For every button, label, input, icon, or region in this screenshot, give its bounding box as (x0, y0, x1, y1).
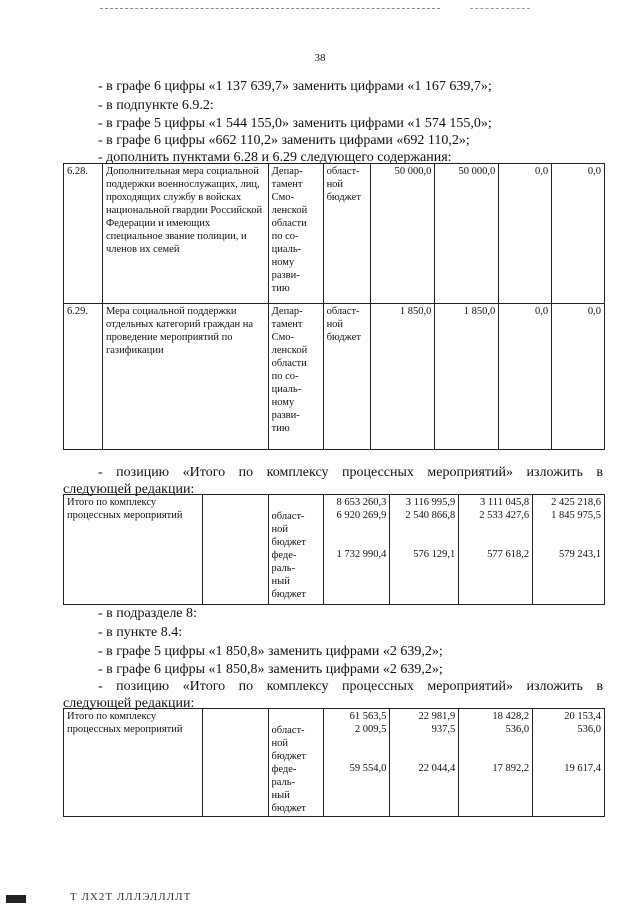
mid-line-2: - в пункте 8.4: (98, 625, 183, 640)
table-row-itogo (64, 495, 605, 605)
row-col7: 0,0 (499, 304, 552, 450)
intro-line-4: - в графе 6 цифры «662 110,2» заменить цифрами «692 110,2»; (98, 133, 470, 148)
row-col7: 0,0 (499, 164, 552, 304)
intro-line-2: - в подпункте 6.9.2: (98, 98, 214, 113)
scan-artifact-bottom (0, 888, 640, 905)
row-number: 6.29. (64, 304, 103, 450)
itogo-name: Итого по комплексу процессных мероприятий (64, 709, 203, 817)
row-number: 6.28. (64, 164, 103, 304)
scan-artifact-top (100, 8, 440, 11)
itogo-source: област- ной бюджет феде- раль- ный бюджет (268, 709, 323, 817)
mid-line-3: - в графе 5 цифры «1 850,8» заменить цифрами «2 639,2»; (98, 644, 443, 659)
row-department: Депар- тамент Смо- ленской области по со- циаль- ному разви- тию (268, 304, 323, 450)
intro-line-1: - в графе 6 цифры «1 137 639,7» заменить цифрами «1 167 639,7»; (98, 79, 492, 94)
table-row-itogo (64, 709, 605, 817)
table-row-6-28 (64, 164, 605, 304)
mid-line-1: - в подразделе 8: (98, 606, 197, 621)
row-col6: 1 850,0 (435, 304, 499, 450)
row-col6: 50 000,0 (435, 164, 499, 304)
intro-line-3: - в графе 5 цифры «1 544 155,0» заменить цифрами «1 574 155,0»; (98, 116, 492, 131)
itogo-source: област- ной бюджет феде- раль- ный бюджет (268, 495, 323, 605)
intro-line-5: - дополнить пунктами 6.28 и 6.29 следующего содержания: (98, 150, 452, 165)
itogo-paragraph-1: - позицию «Итого по комплексу процессных мероприятий» изложить в (98, 465, 603, 480)
row-name: Мера социальной поддержки отдельных категорий граждан на проведение мероприятий по газификации (102, 304, 268, 450)
itogo-col8: 2 425 218,6 1 845 975,5 579 243,1 (533, 495, 605, 605)
row-source: област- ной бюджет (323, 304, 370, 450)
itogo-col5: 8 653 260,3 6 920 269,9 1 732 990,4 (323, 495, 390, 605)
page-number: 38 (314, 52, 326, 64)
itogo-paragraph-2: - позицию «Итого по комплексу процессных мероприятий» изложить в (98, 679, 603, 694)
table-row-6-29 (64, 304, 605, 450)
scan-artifact-top-right (470, 8, 530, 9)
row-name: Дополнительная мера социальной поддержки военнослужащих, лиц, проходящих службу в войсках национальной гвардии Российской Федерации и имеющих специальное звание полиции, и членов их семей (102, 164, 268, 304)
itogo-col8: 20 153,4 536,0 19 617,4 (533, 709, 605, 817)
row-col5: 50 000,0 (370, 164, 435, 304)
itogo-col7: 3 111 045,8 2 533 427,6 577 618,2 (459, 495, 533, 605)
row-col8: 0,0 (552, 304, 605, 450)
items-table (63, 163, 605, 450)
itogo-table-2 (63, 708, 605, 817)
row-source: област- ной бюджет (323, 164, 370, 304)
row-department: Депар- тамент Смо- ленской области по со- циаль- ному разви- тию (268, 164, 323, 304)
empty-cell (202, 495, 268, 605)
itogo-col5: 61 563,5 2 009,5 59 554,0 (323, 709, 390, 817)
itogo-paragraph-2-cont: следующей редакции: (63, 696, 195, 711)
itogo-col6: 3 116 995,9 2 540 866,8 576 129,1 (390, 495, 459, 605)
scan-footer-text: Т ЛХ2Т ЛЛЛЭЛЛЛЛТ (70, 891, 192, 903)
row-col8: 0,0 (552, 164, 605, 304)
itogo-name: Итого по комплексу процессных мероприятий (64, 495, 203, 605)
mid-line-4: - в графе 6 цифры «1 850,8» заменить цифрами «2 639,2»; (98, 662, 443, 677)
itogo-col7: 18 428,2 536,0 17 892,2 (459, 709, 533, 817)
itogo-table-1 (63, 494, 605, 605)
itogo-paragraph-1-cont: следующей редакции: (63, 482, 195, 497)
itogo-col6: 22 981,9 937,5 22 044,4 (390, 709, 459, 817)
empty-cell (202, 709, 268, 817)
scan-bar (6, 895, 26, 903)
row-col5: 1 850,0 (370, 304, 435, 450)
